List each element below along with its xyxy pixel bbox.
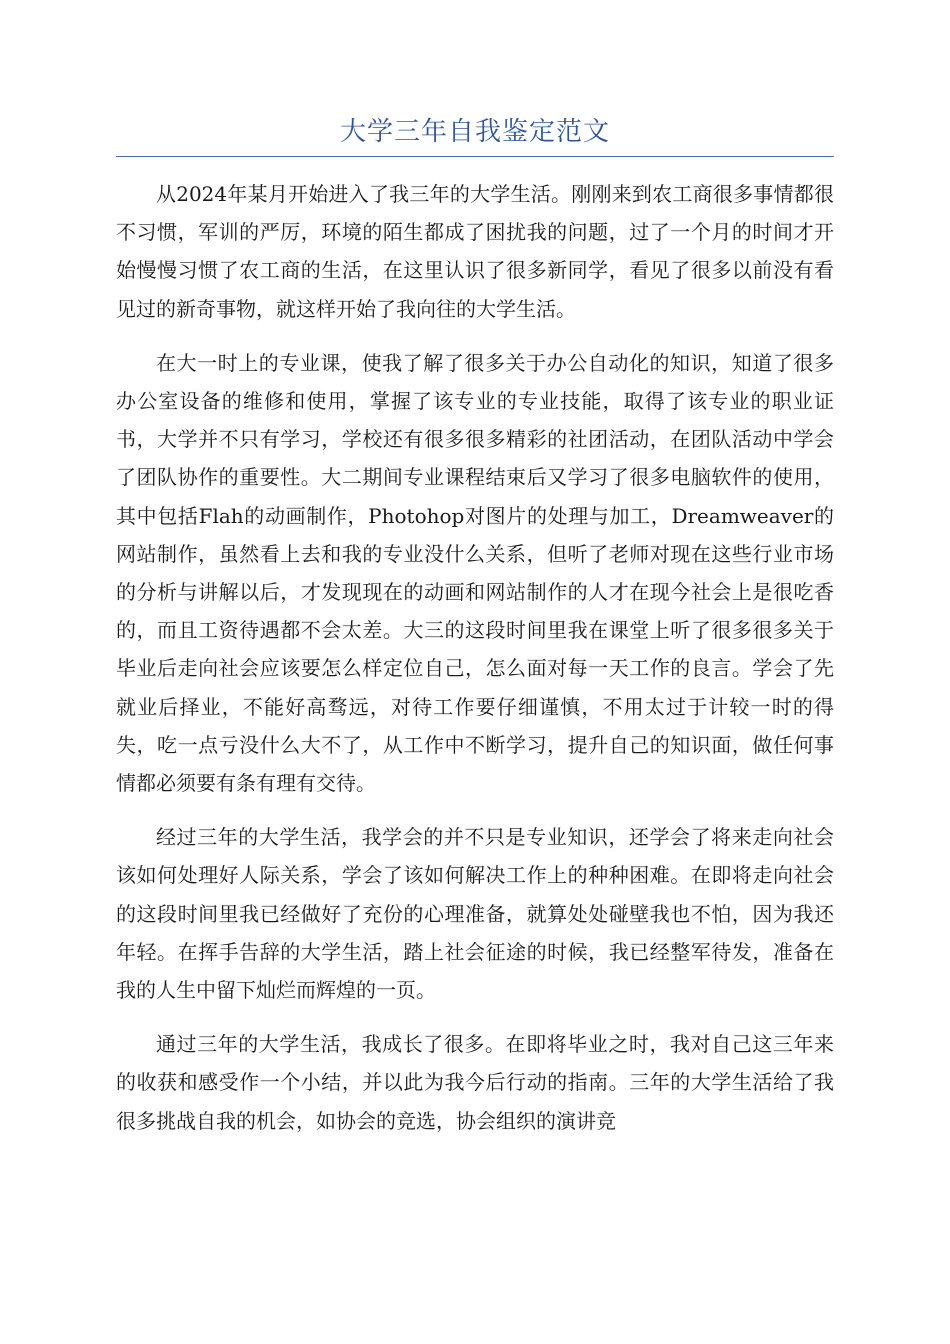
paragraph-2: 在大一时上的专业课，使我了解了很多关于办公自动化的知识，知道了很多办公室设备的维修和使用，掌握了该专业的专业技能，取得了该专业的职业证书，大学并不只有学习，学校还有很多很多精彩的社团活动，在团队活动中学会了团队协作的重要性。大二期间专业课程结束后又学习了很多电脑软件的使用，其中包括Flah的动画制作，Photohop对图片的处理与加工，Dreamweaver的网站制作，虽然看上去和我的专业没什么关系，但听了老师对现在这些行业市场的分析与讲解以后，才发现现在的动画和网站制作的人才在现今社会上是很吃香的，而且工资待遇都不会太差。大三的这段时间里我在课堂上听了很多很多关于毕业后走向社会应该要怎么样定位自己，怎么面对每一天工作的良言。学会了先就业后择业，不能好高骛远，对待工作要仔细谨慎，不用太过于计较一时的得失，吃一点亏没什么大不了，从工作中不断学习，提升自己的知识面，做任何事情都必须要有条有理有交待。 — [116, 350, 834, 796]
paragraph-3: 经过三年的大学生活，我学会的并不只是专业知识，还学会了将来走向社会该如何处理好人际关系，学会了该如何解决工作上的种种困难。在即将走向社会的这段时间里我已经做好了充份的心理准备，就算处处碰壁我也不怕，因为我还年轻。在挥手告辞的大学生活，踏上社会征途的时候，我已经整军待发，准备在我的人生中留下灿烂而辉煌的一页。 — [116, 825, 834, 1003]
paragraph-4: 通过三年的大学生活，我成长了很多。在即将毕业之时，我对自己这三年来的收获和感受作一个小结，并以此为我今后行动的指南。三年的大学生活给了我很多挑战自我的机会，如协会的竞选，协会组织的演讲竞 — [116, 1032, 834, 1133]
paragraph-1: 从2024年某月开始进入了我三年的大学生活。刚刚来到农工商很多事情都很不习惯，军训的严厉，环境的陌生都成了困扰我的问题，过了一个月的时间才开始慢慢习惯了农工商的生活，在这里认识了很多新同学，看见了很多以前没有看见过的新奇事物，就这样开始了我向往的大学生活。 — [116, 182, 834, 321]
title-block — [116, 110, 834, 157]
document-title: 大学三年自我鉴定范文 — [339, 117, 610, 147]
document-body — [116, 175, 834, 1156]
